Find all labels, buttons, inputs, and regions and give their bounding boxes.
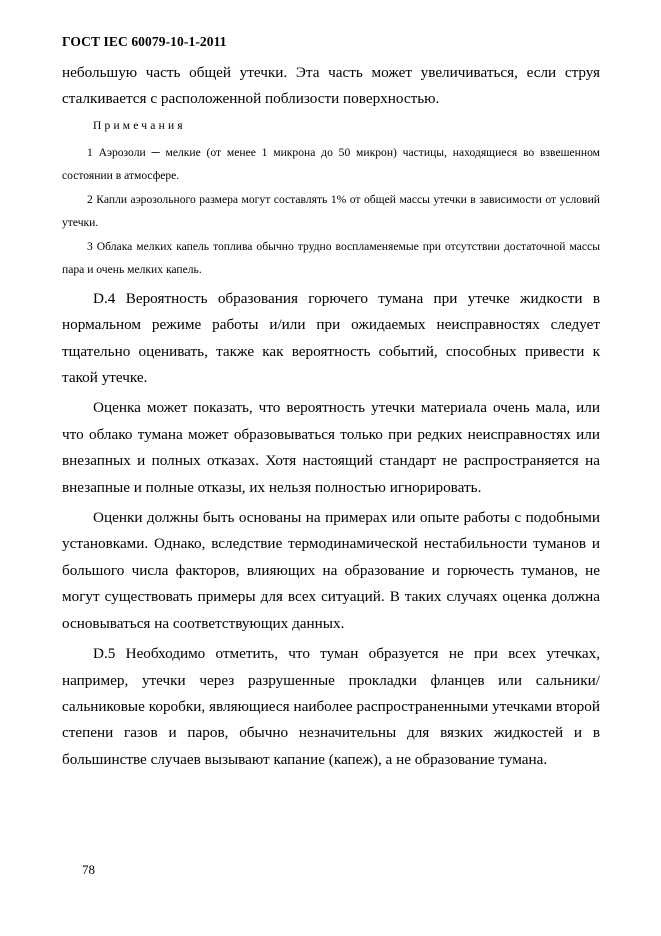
continuation-paragraph: небольшую часть общей утечки. Эта часть может увеличиваться, если струя сталкивается с расположенной поблизости поверхностью.: [62, 64, 600, 108]
document-header-title: ГОСТ IEC 60079-10-1-2011: [62, 34, 227, 49]
notes-heading: Примечания: [93, 119, 186, 132]
page-body: [62, 60, 600, 773]
paragraph-assessment: Оценка может показать, что вероятность утечки материала очень мала, или что облако тумана может образовываться только при редких неисправностях или внезапных и полных отказах. Хотя настоящий стандарт не распространяется на внезапные и полные отказы, их нельзя полностью игнорировать.: [62, 399, 600, 496]
paragraph-d4: D.4 Вероятность образования горючего тумана при утечке жидкости в нормальном режиме работы и/или при ожидаемых неисправностях следует тщательно оценивать, также как вероятность событий, способных привести к такой утечке.: [62, 289, 600, 387]
paragraph-estimates: Оценки должны быть основаны на примерах или опыте работы с подобными установками. Однако, вследствие термодинамической нестабильности туманов и большого числа факторов, влияющих на образование и горючесть туманов, не могут существовать примеры для всех ситуаций. В таких случаях оценка должна основываться на соответствующих данных.: [62, 509, 600, 632]
paragraph-d5: D.5 Необходимо отметить, что туман образуется не при всех утечках, например, утечки через разрушенные прокладки фланцев или сальники/сальниковые коробки, являющиеся наиболее распространенными утечками второй степени газов и паров, обычно незначительны для вязких жидкостей и в большинстве случаев вызывают капание (капеж), а не образование тумана.: [62, 645, 600, 768]
note-item: 2 Капли аэрозольного размера могут составлять 1% от общей массы утечки в зависимости от условий утечки.: [62, 192, 600, 230]
note-item: 1 Аэрозоли ─ мелкие (от менее 1 микрона до 50 микрон) частицы, находящиеся во взвешенном состоянии в атмосфере.: [62, 145, 600, 183]
page-number: 78: [82, 862, 95, 877]
note-item: 3 Облака мелких капель топлива обычно трудно воспламеняемые при отсутствии достаточной массы пара и очень мелких капель.: [62, 239, 600, 277]
